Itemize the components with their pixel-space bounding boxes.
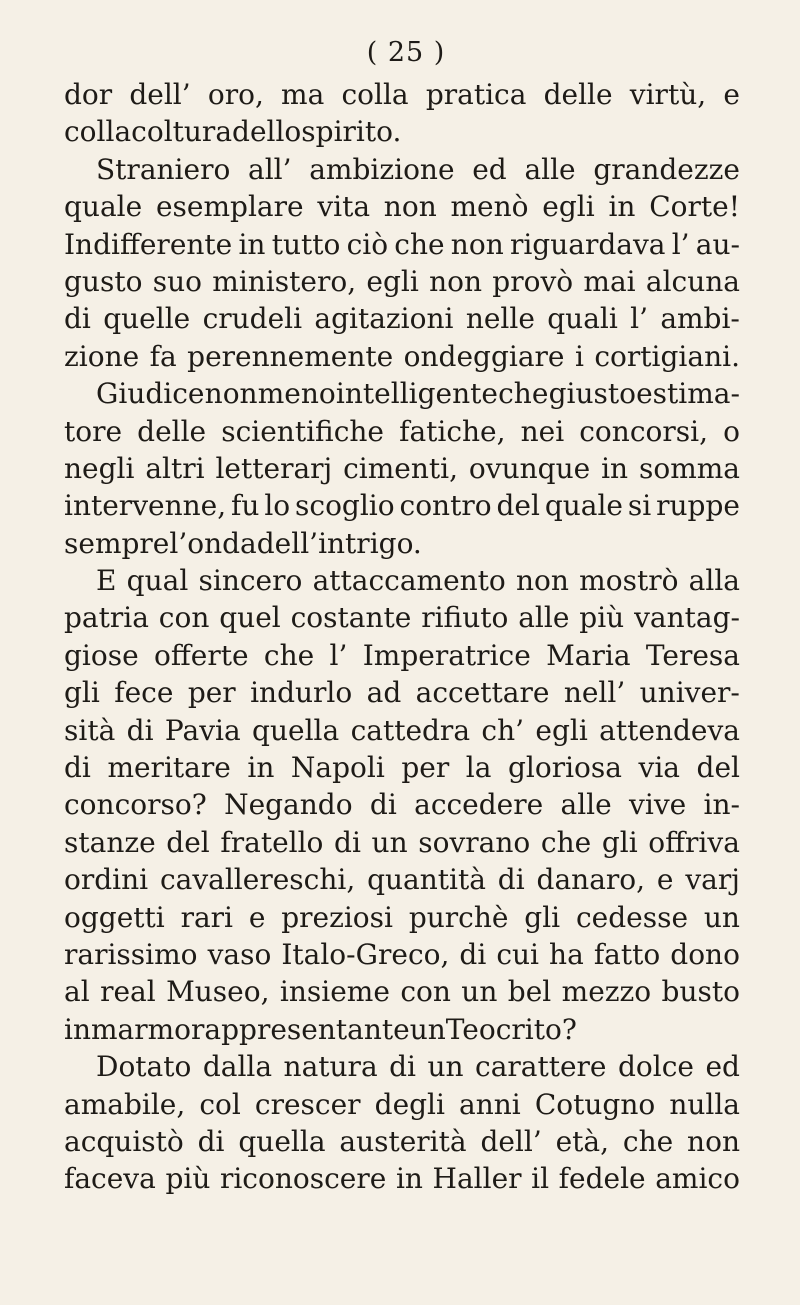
text-word: busto xyxy=(661,975,740,1009)
text-word: che xyxy=(394,227,445,261)
text-line xyxy=(64,824,740,861)
text-word: vive xyxy=(629,788,687,822)
text-word: più xyxy=(165,1162,211,1196)
text-line xyxy=(64,525,740,562)
text-word: meritare xyxy=(107,751,231,785)
text-word: lo xyxy=(264,489,291,523)
text-word: menò xyxy=(450,190,529,224)
text-word: del xyxy=(496,489,540,523)
text-word: ordini xyxy=(64,863,149,897)
text-word: Corte! xyxy=(649,190,740,224)
text-word: amabile, xyxy=(64,1087,186,1121)
text-word: di xyxy=(334,825,361,859)
text-word: gli xyxy=(524,900,561,934)
text-word: accettare xyxy=(415,676,550,710)
text-line xyxy=(64,113,740,150)
text-word: quale xyxy=(64,190,143,224)
text-word: ciò xyxy=(346,227,389,261)
text-line xyxy=(64,1123,740,1160)
text-word: di xyxy=(459,937,487,971)
text-word: più xyxy=(579,601,625,635)
text-word: scoglio xyxy=(295,489,395,523)
text-word: i xyxy=(574,339,584,373)
text-word: tore xyxy=(64,414,123,448)
text-word: stanze xyxy=(64,825,156,859)
text-word: e xyxy=(723,78,740,111)
text-word: che xyxy=(498,377,549,411)
text-word: fatto xyxy=(593,937,661,971)
text-word: ambi- xyxy=(660,302,740,336)
text-word: colla xyxy=(64,115,132,149)
text-word: ad xyxy=(366,676,402,710)
text-word: per xyxy=(401,751,450,785)
text-word: attendeva xyxy=(599,713,740,747)
text-line xyxy=(64,1160,740,1197)
text-word: gloriosa xyxy=(507,751,622,785)
text-word: in xyxy=(247,751,275,785)
text-word: Italo-Greco, xyxy=(281,937,450,971)
text-word: danaro, xyxy=(536,863,646,897)
text-word: con xyxy=(400,975,451,1009)
text-line xyxy=(64,450,740,487)
text-word: marmo xyxy=(91,1012,192,1046)
text-word: rifiuto xyxy=(421,601,509,635)
text-line xyxy=(64,375,740,412)
text-word: faceva xyxy=(64,1162,156,1196)
text-word: offerte xyxy=(154,638,249,672)
text-word: ambizione xyxy=(309,152,455,186)
text-word: ministero, xyxy=(212,264,357,298)
text-word: Haller xyxy=(432,1162,522,1196)
text-word: natura xyxy=(283,1050,378,1084)
text-word: del xyxy=(696,751,740,785)
text-word: vita xyxy=(317,190,371,224)
text-word: non xyxy=(516,564,569,598)
text-word: degli xyxy=(374,1087,445,1121)
text-word: tutto xyxy=(271,227,341,261)
text-word: l’ xyxy=(671,227,690,261)
text-word: che xyxy=(263,638,315,672)
text-word: sincero xyxy=(198,564,303,598)
text-word: sità xyxy=(64,713,116,747)
text-word: di xyxy=(389,1050,416,1084)
text-word: fa xyxy=(149,339,177,373)
text-word: non xyxy=(383,190,437,224)
text-word: alle xyxy=(524,152,576,186)
text-word: di xyxy=(497,863,525,897)
text-word: patria xyxy=(64,601,149,635)
text-word: somma xyxy=(638,451,740,485)
text-word: esemplare xyxy=(155,190,304,224)
text-word: nulla xyxy=(669,1087,740,1121)
text-word: in xyxy=(395,1162,423,1196)
text-word: altri xyxy=(145,451,205,485)
text-word: alle xyxy=(518,601,570,635)
text-word: letterarj xyxy=(215,451,333,485)
text-word: Museo, xyxy=(166,975,270,1009)
text-word: alla xyxy=(688,564,740,598)
text-word: indurlo xyxy=(250,676,353,710)
text-word: meno xyxy=(257,377,336,411)
text-word: Teresa xyxy=(645,638,740,672)
text-word: attaccamento xyxy=(312,564,506,598)
text-word: fatiche, xyxy=(399,414,506,448)
text-word: ondeggiare xyxy=(403,339,565,373)
text-word: Pavia xyxy=(164,713,241,747)
text-word: colla xyxy=(341,78,409,111)
text-word: provò xyxy=(492,264,574,298)
text-word: mai xyxy=(583,264,636,298)
text-word: carattere xyxy=(475,1050,607,1084)
text-word: alle xyxy=(560,788,612,822)
text-word: nelle xyxy=(465,302,535,336)
text-word: riguardava xyxy=(509,227,666,261)
text-word: fece xyxy=(114,676,174,710)
text-word: amico xyxy=(655,1162,740,1196)
text-word: contro xyxy=(399,489,492,523)
text-line xyxy=(64,487,740,524)
text-word: Imperatrice xyxy=(362,638,531,672)
text-word: con xyxy=(158,601,210,635)
text-word: di xyxy=(64,302,91,336)
text-word: rari xyxy=(180,900,233,934)
text-line xyxy=(64,1048,740,1085)
text-word: dello xyxy=(232,115,302,149)
text-word: ruppe xyxy=(656,489,740,523)
text-word: purchè xyxy=(408,900,509,934)
text-line xyxy=(64,712,740,749)
text-word: delle xyxy=(137,414,207,448)
text-word: coltura xyxy=(131,115,233,149)
text-word: o xyxy=(723,414,740,448)
text-word: insieme xyxy=(279,975,390,1009)
text-word: agitazioni xyxy=(314,302,454,336)
text-word: ed xyxy=(472,152,507,186)
text-word: giusto xyxy=(548,377,636,411)
text-word: ma xyxy=(281,78,325,111)
text-word: dalla xyxy=(202,1050,273,1084)
text-word: che xyxy=(622,1124,674,1158)
text-word: gli xyxy=(64,676,100,710)
text-word: un xyxy=(371,825,408,859)
text-word: onda xyxy=(187,526,257,560)
text-word: non xyxy=(450,227,504,261)
text-word: qual xyxy=(126,564,189,598)
text-line xyxy=(64,76,740,113)
text-line xyxy=(64,786,740,823)
text-word: acquistò xyxy=(64,1124,184,1158)
text-word: spirito. xyxy=(301,115,402,149)
text-line xyxy=(64,300,740,337)
text-word: il xyxy=(531,1162,550,1196)
text-line xyxy=(64,226,740,263)
text-line xyxy=(64,973,740,1010)
text-word: intervenne, xyxy=(64,489,227,523)
text-word: univer- xyxy=(639,676,740,710)
text-word: au- xyxy=(695,227,740,261)
text-line xyxy=(64,562,740,599)
text-line xyxy=(64,936,740,973)
text-line xyxy=(64,1011,740,1048)
text-word: crescer xyxy=(254,1087,361,1121)
text-word: col xyxy=(199,1087,241,1121)
text-word: Dotato xyxy=(96,1050,192,1084)
text-word: e xyxy=(248,900,266,934)
text-word: Cotugno xyxy=(534,1087,656,1121)
text-word: anni xyxy=(459,1087,521,1121)
text-word: oggetti xyxy=(64,900,165,934)
text-word: sempre xyxy=(64,526,170,560)
text-line xyxy=(64,188,740,225)
text-word: quel xyxy=(219,601,281,635)
text-word: in xyxy=(64,1012,91,1046)
text-word: real xyxy=(100,975,156,1009)
text-word: un xyxy=(703,900,740,934)
text-word: di xyxy=(64,751,91,785)
text-word: varj xyxy=(685,863,740,897)
text-line xyxy=(64,1086,740,1123)
text-line xyxy=(64,338,740,375)
text-word: fu xyxy=(231,489,260,523)
text-word: intrigo. xyxy=(318,526,422,560)
text-word: alcuna xyxy=(645,264,740,298)
text-word: vaso xyxy=(207,937,272,971)
text-line xyxy=(64,861,740,898)
text-line xyxy=(64,413,740,450)
text-word: egli xyxy=(542,190,595,224)
text-word: rarissimo xyxy=(64,937,198,971)
text-word: Maria xyxy=(546,638,631,672)
body-text xyxy=(64,76,740,1198)
text-word: non xyxy=(687,1124,740,1158)
text-line xyxy=(64,151,740,188)
text-word: di xyxy=(126,713,154,747)
text-word: grandezze xyxy=(593,152,740,186)
text-word: negli xyxy=(64,451,135,485)
text-word: e xyxy=(656,863,674,897)
text-word: dell’ xyxy=(129,78,191,111)
text-word: in xyxy=(601,451,629,485)
text-word: dell’ xyxy=(256,526,319,560)
text-word: via xyxy=(638,751,680,785)
text-line xyxy=(64,637,740,674)
text-word: cattedra xyxy=(350,713,471,747)
text-word: mostrò xyxy=(579,564,679,598)
text-word: quale xyxy=(544,489,624,523)
text-word: bel xyxy=(507,975,552,1009)
text-word: crudeli xyxy=(202,302,303,336)
text-word: Teocrito? xyxy=(445,1012,577,1046)
text-word: quali xyxy=(547,302,618,336)
text-word: in xyxy=(238,227,266,261)
text-word: ed xyxy=(705,1050,740,1084)
text-word: egli xyxy=(366,264,419,298)
text-word: cedesse xyxy=(575,900,689,934)
text-word: Straniero xyxy=(96,152,231,186)
text-word: concorso? xyxy=(64,788,207,822)
text-word: vantag- xyxy=(634,601,740,635)
text-word: quella xyxy=(238,1124,326,1158)
text-word: un xyxy=(409,1012,446,1046)
text-word: quelle xyxy=(103,302,191,336)
text-word: zione xyxy=(64,339,140,373)
text-word: nell’ xyxy=(563,676,626,710)
page-number: ( 25 ) xyxy=(366,37,446,68)
text-line xyxy=(64,263,740,300)
text-word: un xyxy=(461,975,498,1009)
text-word: dor xyxy=(64,78,113,111)
text-word: quella xyxy=(252,713,340,747)
text-word: la xyxy=(465,751,492,785)
text-word: di xyxy=(197,1124,225,1158)
text-word: del xyxy=(166,825,210,859)
text-word: per xyxy=(187,676,236,710)
text-word: riconoscere xyxy=(219,1162,387,1196)
text-word: fratello xyxy=(220,825,324,859)
text-word: si xyxy=(627,489,652,523)
text-word: cortigiani. xyxy=(594,339,740,373)
text-word: sovrano xyxy=(418,825,531,859)
text-word: al xyxy=(64,975,90,1009)
text-word: rappresentante xyxy=(191,1012,410,1046)
text-word: che xyxy=(540,825,592,859)
text-word: E xyxy=(96,564,117,598)
text-line xyxy=(64,599,740,636)
text-word: Giudice xyxy=(96,377,205,411)
text-word: l’ xyxy=(329,638,348,672)
text-word: costante xyxy=(290,601,412,635)
text-word: giose xyxy=(64,638,139,672)
text-word: Napoli xyxy=(290,751,385,785)
text-word: intelligente xyxy=(335,377,498,411)
text-word: Negando xyxy=(224,788,353,822)
text-word: fedele xyxy=(558,1162,646,1196)
text-line xyxy=(64,749,740,786)
text-word: nei xyxy=(520,414,565,448)
text-word: concorsi, xyxy=(579,414,708,448)
text-word: preziosi xyxy=(281,900,393,934)
text-word: cavallereschi, xyxy=(159,863,356,897)
text-word: egli xyxy=(535,713,588,747)
text-word: età, xyxy=(555,1124,610,1158)
text-word: delle xyxy=(543,78,613,111)
text-word: di xyxy=(369,788,397,822)
text-word: cui xyxy=(496,937,540,971)
text-word: quantità xyxy=(367,863,486,897)
text-word: dell’ xyxy=(480,1124,542,1158)
text-word: cimenti, xyxy=(343,451,459,485)
text-word: l’ xyxy=(169,526,188,560)
text-word: gli xyxy=(601,825,638,859)
text-word: dono xyxy=(670,937,740,971)
text-word: perennemente xyxy=(187,339,394,373)
text-word: suo xyxy=(152,264,202,298)
text-word: offriva xyxy=(648,825,740,859)
text-word: l’ xyxy=(630,302,648,336)
text-word: non xyxy=(429,264,482,298)
text-word: Indifferente xyxy=(64,227,233,261)
text-word: accedere xyxy=(414,788,544,822)
text-word: oro, xyxy=(207,78,264,111)
text-word: scientifiche xyxy=(221,414,384,448)
text-word: gusto xyxy=(64,264,143,298)
text-word: austerità xyxy=(339,1124,467,1158)
text-line xyxy=(64,674,740,711)
text-word: estima- xyxy=(636,377,740,411)
text-word: ha xyxy=(549,937,584,971)
text-word: ch’ xyxy=(481,713,525,747)
text-word: un xyxy=(427,1050,464,1084)
text-word: all’ xyxy=(248,152,292,186)
text-word: virtù, xyxy=(629,78,707,111)
text-word: mezzo xyxy=(561,975,652,1009)
text-word: in xyxy=(608,190,636,224)
text-word: dolce xyxy=(617,1050,694,1084)
text-word: in- xyxy=(703,788,740,822)
text-word: pratica xyxy=(425,78,527,111)
text-word: non xyxy=(204,377,258,411)
text-word: ovunque xyxy=(468,451,591,485)
text-line xyxy=(64,899,740,936)
